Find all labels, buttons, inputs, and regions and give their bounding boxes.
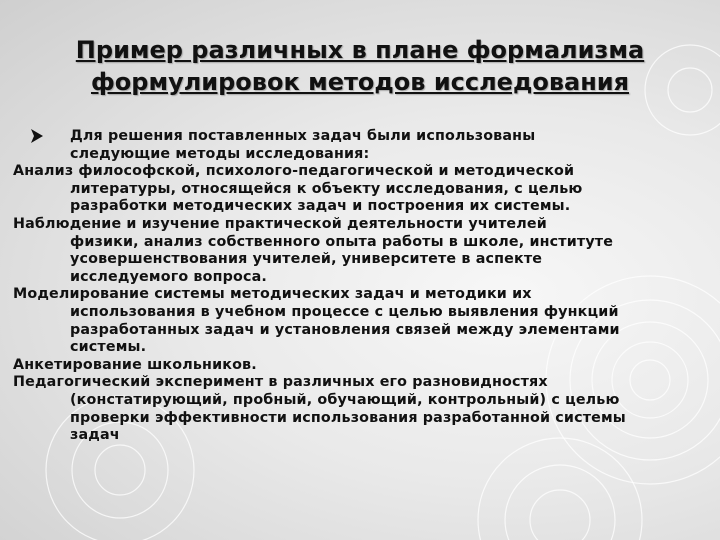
paragraph-line: (констатирующий, пробный, обучающий, контрольный) с целью bbox=[70, 391, 620, 408]
slide-title bbox=[40, 34, 680, 98]
slide-body bbox=[13, 128, 703, 445]
paragraph-line: Анализ философской, психолого-педагогической и методической bbox=[13, 163, 575, 180]
arrow-bullet-icon bbox=[30, 128, 44, 144]
paragraph-line: использования в учебном процессе с целью выявления функций bbox=[70, 303, 619, 320]
paragraph-line: физики, анализ собственного опыта работы в школе, институте bbox=[70, 233, 614, 250]
paragraph-line: Анкетирование школьников. bbox=[13, 356, 257, 373]
paragraph-line: Наблюдение и изучение практической деятельности учителей bbox=[13, 215, 547, 232]
paragraph-modeling bbox=[13, 286, 703, 356]
paragraph-intro bbox=[13, 128, 703, 163]
paragraph-line: Моделирование системы методических задач и методики их bbox=[13, 286, 532, 303]
title-line-1: Пример различных в плане формализма bbox=[75, 36, 645, 64]
paragraph-analysis bbox=[13, 163, 703, 216]
paragraph-line: исследуемого вопроса. bbox=[70, 268, 267, 285]
paragraph-line: разработки методических задач и построения их системы. bbox=[70, 198, 571, 215]
title-line-2: формулировок методов исследования bbox=[90, 68, 630, 96]
paragraph-line: усовершенствования учителей, университете в аспекте bbox=[70, 251, 543, 268]
paragraph-survey bbox=[13, 357, 703, 375]
paragraph-line: задач bbox=[70, 427, 120, 444]
paragraph-line: литературы, относящейся к объекту исследования, с целью bbox=[70, 180, 583, 197]
paragraph-line: системы. bbox=[70, 339, 147, 356]
paragraph-line: Педагогический эксперимент в различных его разновидностях bbox=[13, 374, 548, 391]
paragraph-line: Для решения поставленных задач были использованы bbox=[70, 128, 536, 144]
paragraph-line: следующие методы исследования: bbox=[70, 145, 370, 162]
paragraph-line: разработанных задач и установления связей между элементами bbox=[70, 321, 620, 338]
paragraph-line: проверки эффективности использования разработанной системы bbox=[70, 409, 626, 426]
paragraph-experiment bbox=[13, 374, 703, 444]
paragraph-observation bbox=[13, 216, 703, 286]
